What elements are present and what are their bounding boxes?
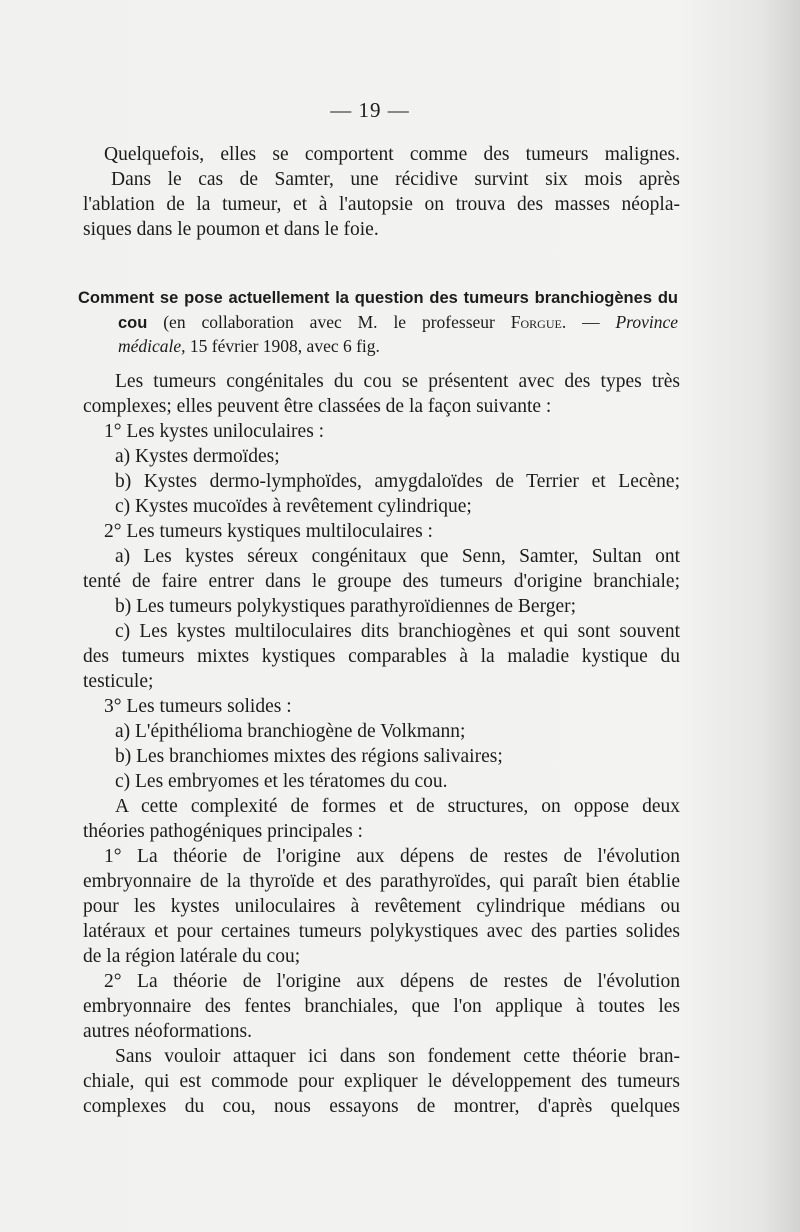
text-line: complexes du cou, nous essayons de montrer, d'après quelques — [83, 1096, 680, 1117]
heading-dash: . — — [561, 312, 600, 332]
text-line: testicule; — [83, 671, 154, 692]
text-line: a) Kystes dermoïdes; — [115, 446, 280, 467]
text-line: c) Les embryomes et les tératomes du cou. — [115, 771, 448, 792]
heading-journal-cont: médicale, — [118, 336, 186, 356]
text-line: 1° Les kystes uniloculaires : — [104, 421, 325, 442]
heading-collab: (en collaboration avec M. le professeur — [163, 312, 495, 332]
text-line: c) Kystes mucoïdes à revêtement cylindrique; — [115, 496, 472, 517]
text-line: des tumeurs mixtes kystiques comparables à la maladie kystique du — [83, 646, 680, 667]
text-line: autres néoformations. — [83, 1021, 252, 1042]
text-line: embryonnaire des fentes branchiales, que l'on applique à toutes les — [83, 996, 680, 1017]
text-line: complexes; elles peuvent être classées de la façon suivante : — [83, 396, 552, 417]
text-line: 2° La théorie de l'origine aux dépens de restes de l'évolution — [104, 971, 680, 992]
text-line: de la région latérale du cou; — [83, 946, 301, 967]
text-line: 3° Les tumeurs solides : — [104, 696, 292, 717]
intro-paragraph — [83, 142, 680, 242]
text-line: 1° La théorie de l'origine aux dépens de restes de l'évolution — [104, 846, 680, 867]
text-line: b) Les branchiomes mixtes des régions salivaires; — [115, 746, 503, 767]
heading-title-line: Comment se pose actuellement la question des tumeurs branchiogènes du — [78, 289, 678, 307]
text-line: chiale, qui est commode pour expliquer le développement des tumeurs — [83, 1071, 680, 1092]
text-line: pour les kystes uniloculaires à revêtement cylindrique médians ou — [83, 896, 680, 917]
text-line: Sans vouloir attaquer ici dans son fondement cette théorie bran- — [115, 1046, 680, 1067]
bibliographic-heading — [78, 286, 678, 358]
heading-line-2 — [78, 310, 678, 334]
text-line: a) L'épithélioma branchiogène de Volkmann; — [115, 721, 466, 742]
text-line: l'ablation de la tumeur, et à l'autopsie on trouva des masses néopla- — [83, 194, 680, 215]
heading-journal: Province — [615, 312, 678, 332]
heading-line-3 — [78, 334, 678, 358]
body-text — [83, 369, 680, 1119]
text-line: embryonnaire de la thyroïde et des parathyroïdes, qui paraît bien établie — [83, 871, 680, 892]
page-number: — 19 — — [330, 98, 410, 122]
text-line: siques dans le poumon et dans le foie. — [83, 219, 379, 240]
heading-title-end: cou — [118, 314, 148, 332]
text-line: Quelquefois, elles se comportent comme des tumeurs malignes. — [104, 144, 680, 165]
text-line: latéraux et pour certaines tumeurs polykystiques avec des parties solides — [83, 921, 680, 942]
text-line: théories pathogéniques principales : — [83, 821, 363, 842]
text-line: tenté de faire entrer dans le groupe des tumeurs d'origine branchiale; — [83, 571, 680, 592]
text-line: 2° Les tumeurs kystiques multiloculaires : — [104, 521, 433, 542]
heading-date: 15 février 1908, avec 6 fig. — [189, 336, 380, 356]
text-line: b) Kystes dermo-lymphoïdes, amygdaloïdes de Terrier et Lecène; — [115, 471, 680, 492]
text-line: Dans le cas de Samter, une récidive survint six mois après — [111, 169, 680, 190]
text-line: c) Les kystes multiloculaires dits branchiogènes et qui sont souvent — [115, 621, 680, 642]
text-line: Les tumeurs congénitales du cou se présentent avec des types très — [115, 371, 680, 392]
text-line: A cette complexité de formes et de structures, on oppose deux — [115, 796, 680, 817]
text-line: a) Les kystes séreux congénitaux que Senn, Samter, Sultan ont — [115, 546, 680, 567]
heading-author: Forgue — [510, 312, 562, 332]
text-line: b) Les tumeurs polykystiques parathyroïdiennes de Berger; — [115, 596, 577, 617]
